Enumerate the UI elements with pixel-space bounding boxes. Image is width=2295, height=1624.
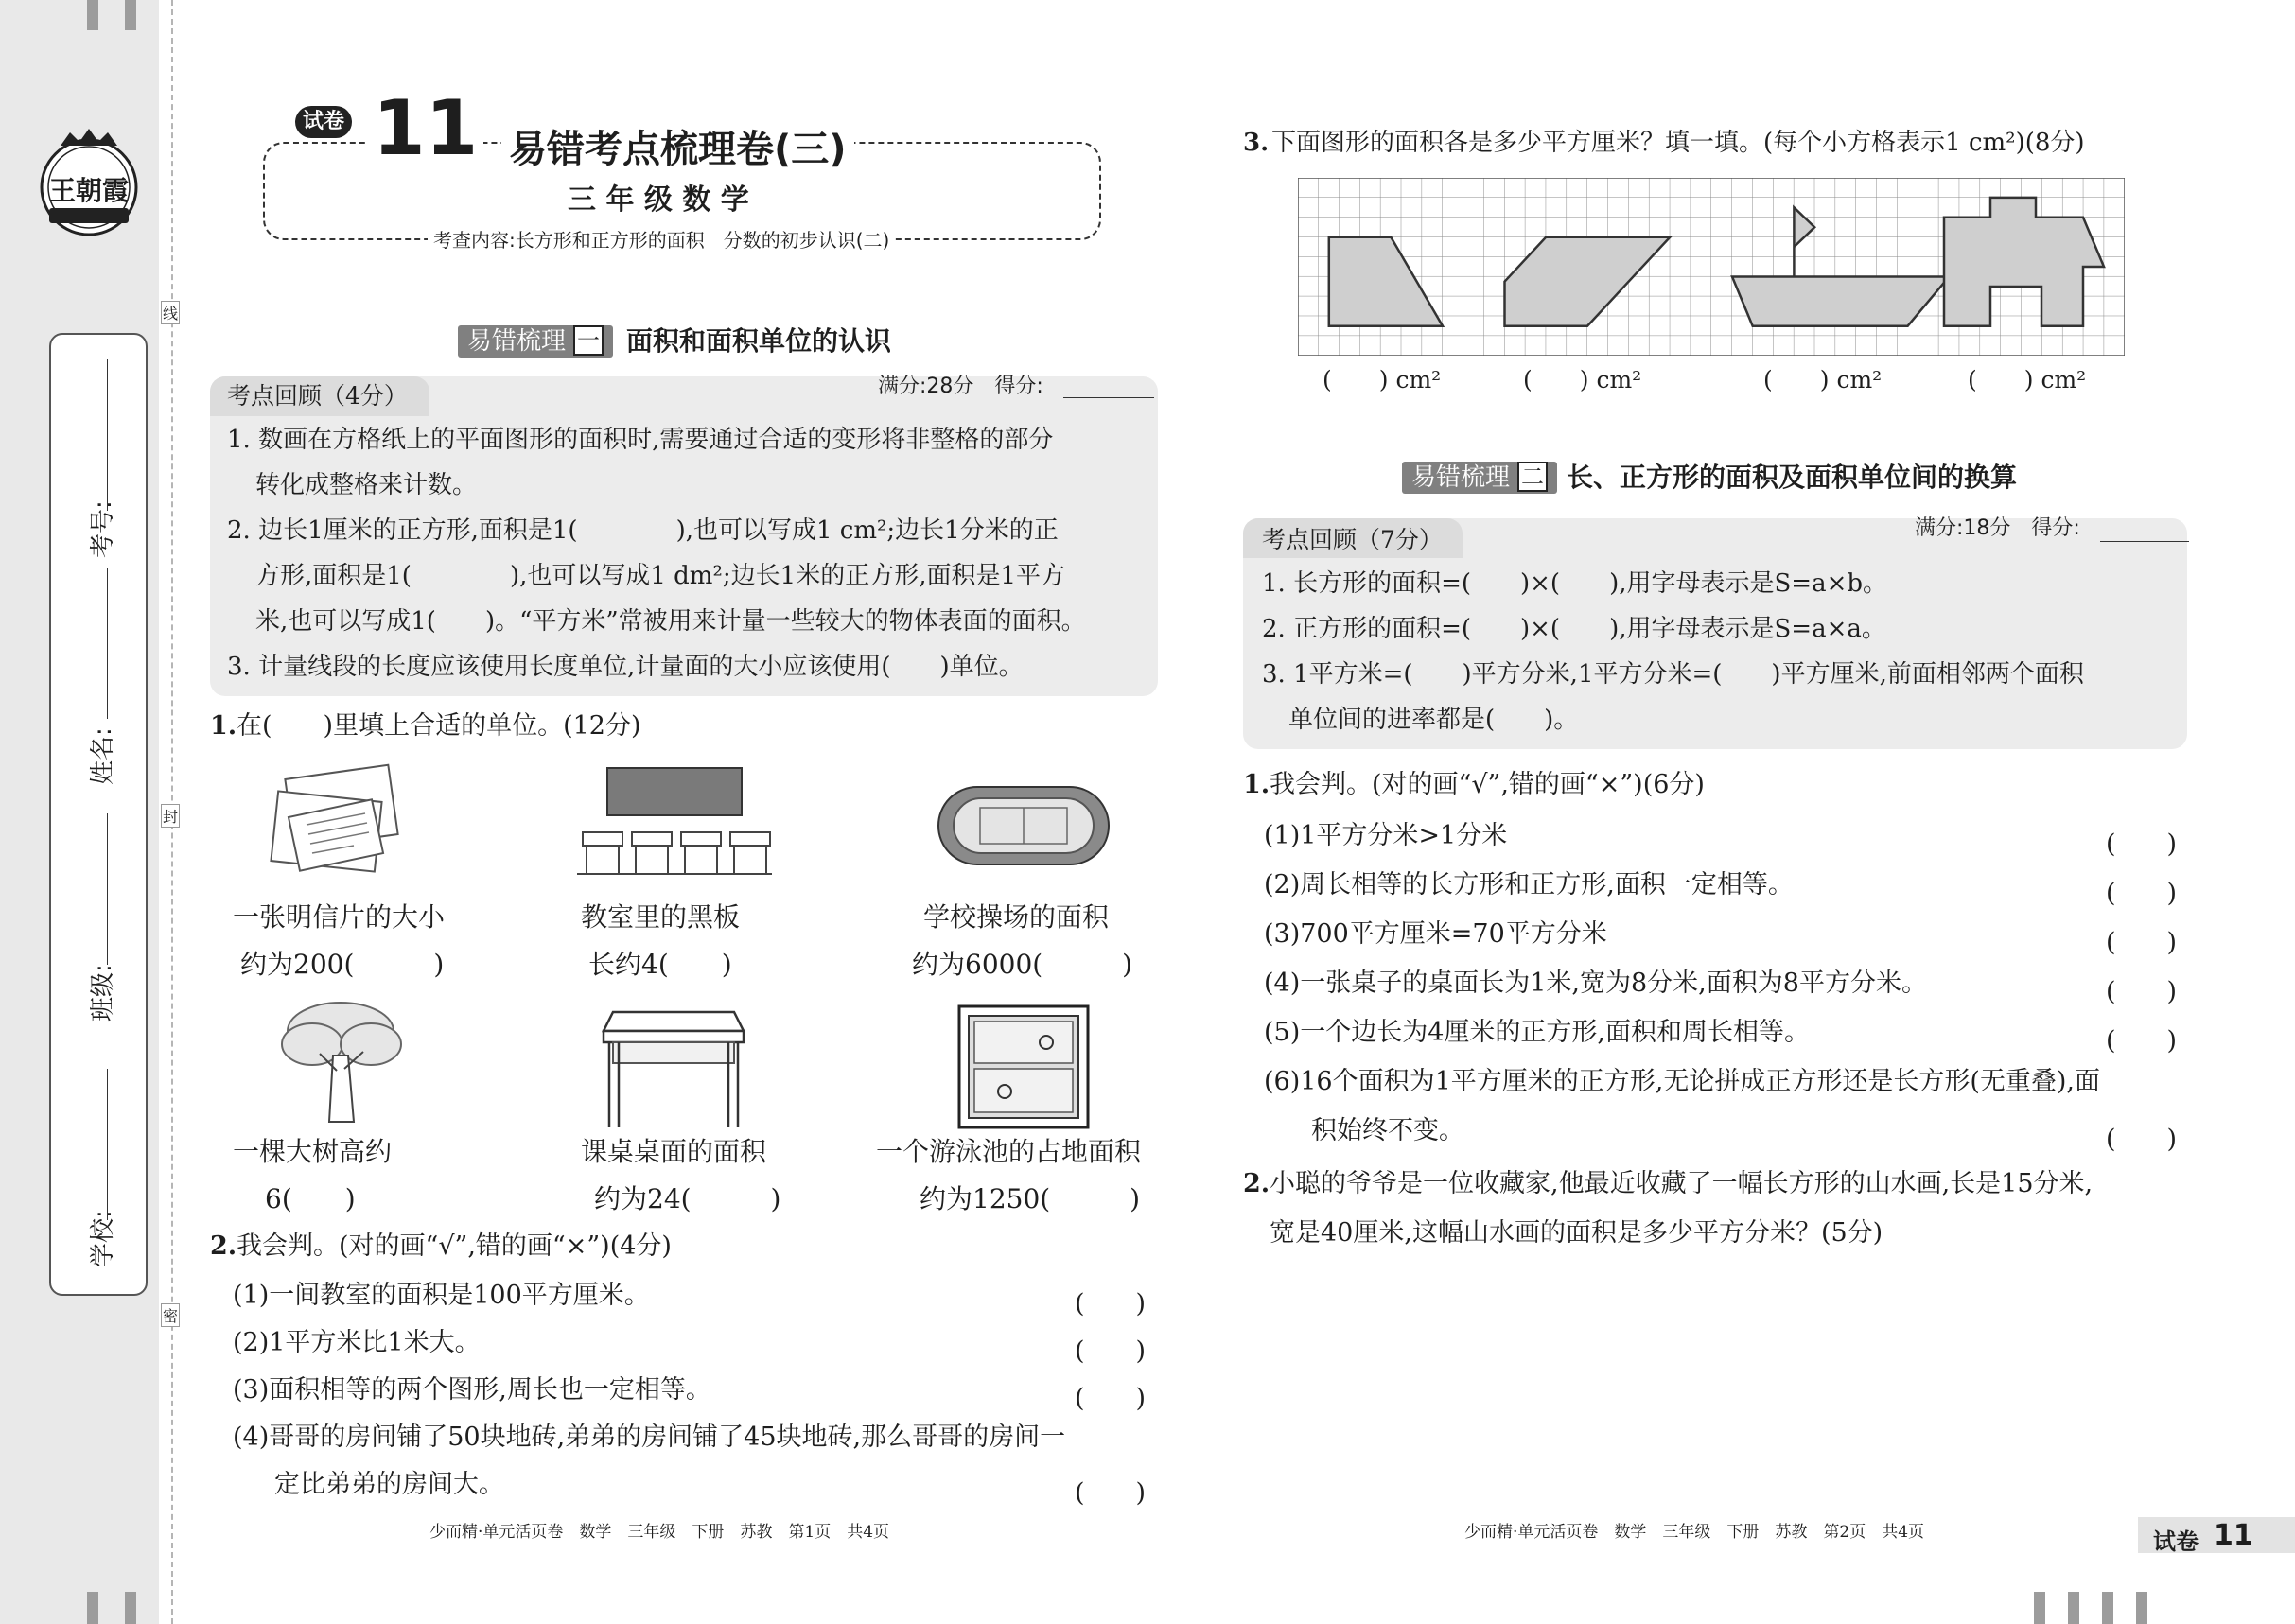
tick-mark xyxy=(87,1592,98,1624)
brand-logo xyxy=(32,125,146,246)
question-number: 2. xyxy=(210,1231,237,1261)
name-label: 姓名: xyxy=(89,727,117,785)
score-line: 满分:18分 得分: xyxy=(1915,516,2080,540)
desk-icon xyxy=(600,1003,747,1131)
tick-mark xyxy=(2068,1592,2079,1624)
question-number: 1. xyxy=(1243,770,1270,799)
page-title: 易错考点梳理卷(三) xyxy=(501,119,854,173)
review-line: 1. 数画在方格纸上的平面图形的面积时,需要通过合适的变形将非整格的部分 xyxy=(227,426,1054,454)
review-line: 单位间的进率都是( )。 xyxy=(1288,706,1579,734)
answer-paren[interactable]: ( ) xyxy=(1075,1478,1147,1508)
question-number: 1. xyxy=(210,711,237,741)
tick-mark xyxy=(2102,1592,2113,1624)
tick-mark xyxy=(87,0,98,30)
school-label: 学校: xyxy=(89,1210,117,1267)
item-caption: 一张明信片的大小 xyxy=(233,901,446,933)
review-line: 1. 长方形的面积=( )×( ),用字母表示是S=a×b。 xyxy=(1262,569,1888,598)
judge-item: (3)面积相等的两个图形,周长也一定相等。 xyxy=(233,1375,711,1405)
tick-mark xyxy=(2136,1592,2147,1624)
blackboard-icon xyxy=(575,764,774,882)
footer-right: 少而精·单元活页卷 数学 三年级 下册 苏教 第2页 共4页 xyxy=(1464,1523,1925,1542)
review-title: 考点回顾（4分） xyxy=(227,382,408,410)
answer-paren[interactable]: ( ) xyxy=(2106,829,2178,859)
review-line: 转化成整格来计数。 xyxy=(255,471,478,499)
judge-item: (2)1平方米比1米大。 xyxy=(233,1328,481,1357)
question-number: 3. xyxy=(1243,129,1270,157)
area-answer[interactable]: ( ) cm² xyxy=(1323,366,1442,393)
section-title: 长、正方形的面积及面积单位间的换算 xyxy=(1567,462,2018,493)
section-title: 面积和面积单位的认识 xyxy=(626,325,892,357)
item-caption: 一棵大树高约 xyxy=(233,1136,393,1167)
item-caption: 课桌桌面的面积 xyxy=(581,1136,767,1167)
score-input[interactable] xyxy=(1063,397,1154,398)
item-caption: 教室里的黑板 xyxy=(581,901,741,933)
tick-mark xyxy=(125,0,136,30)
exam-number-label: 考号: xyxy=(89,500,117,558)
review-line: 2. 边长1厘米的正方形,面积是1( ),也可以写成1 cm²;边长1分米的正 xyxy=(227,516,1059,545)
answer-paren[interactable]: ( ) xyxy=(1075,1289,1147,1318)
judge-item: 定比弟弟的房间大。 xyxy=(274,1470,504,1499)
review-line: 3. 计量线段的长度应该使用长度单位,计量面的大小应该使用( )单位。 xyxy=(227,653,1024,681)
review-title: 考点回顾（7分） xyxy=(1262,526,1443,553)
binding-mark: 密 xyxy=(161,1303,180,1327)
review-line: 2. 正方形的面积=( )×( ),用字母表示是S=a×a。 xyxy=(1262,615,1886,643)
item-caption: 约为6000( ) xyxy=(912,949,1133,980)
question-text: 我会判。(对的画“√”,错的画“×”)(4分) xyxy=(237,1231,672,1261)
answer-paren[interactable]: ( ) xyxy=(2106,1026,2178,1056)
section-badge: 易错梳理 二 xyxy=(1402,462,1557,494)
question-text: 我会判。(对的画“√”,错的画“×”)(6分) xyxy=(1270,770,1705,799)
tree-icon xyxy=(274,995,407,1127)
pool-icon xyxy=(955,1003,1092,1131)
question-text: 在( )里填上合适的单位。(12分) xyxy=(237,711,641,741)
judge-item: 积始终不变。 xyxy=(1311,1116,1464,1145)
score-input[interactable] xyxy=(2100,541,2189,542)
item-caption: 一个游泳池的占地面积 xyxy=(876,1136,1142,1167)
student-info-box xyxy=(49,333,148,1296)
judge-item: (3)700平方厘米=70平方分米 xyxy=(1264,919,1607,949)
binding-mark: 线 xyxy=(161,301,180,324)
answer-paren[interactable]: ( ) xyxy=(1075,1384,1147,1413)
school-field[interactable] xyxy=(107,1069,108,1220)
item-caption: 学校操场的面积 xyxy=(923,901,1110,933)
question-number: 2. xyxy=(1243,1169,1270,1198)
area-answer[interactable]: ( ) cm² xyxy=(1763,366,1883,393)
class-label: 班级: xyxy=(89,964,117,1022)
name-field[interactable] xyxy=(107,568,108,719)
playground-icon xyxy=(937,785,1111,866)
item-caption: 长约4( ) xyxy=(588,949,732,980)
area-answer[interactable]: ( ) cm² xyxy=(1523,366,1642,393)
item-caption: 约为200( ) xyxy=(240,949,445,980)
tick-mark xyxy=(125,1592,136,1624)
review-line: 米,也可以写成1( )。“平方米”常被用来计量一些较大的物体表面的面积。 xyxy=(255,607,1086,636)
paper-tag: 试卷 11 xyxy=(2138,1517,2295,1553)
item-caption: 6( ) xyxy=(265,1183,356,1214)
judge-item: (5)一个边长为4厘米的正方形,面积和周长相等。 xyxy=(1264,1018,1811,1047)
answer-paren[interactable]: ( ) xyxy=(2106,977,2178,1006)
postcard-icon xyxy=(261,762,412,885)
answer-paren[interactable]: ( ) xyxy=(2106,1125,2178,1154)
question-text: 下面图形的面积各是多少平方厘米？填一填。(每个小方格表示1 cm²)(8分) xyxy=(1271,129,2085,157)
exam-number-field[interactable] xyxy=(107,359,108,511)
judge-item: (4)一张桌子的桌面长为1米,宽为8分米,面积为8平方分米。 xyxy=(1264,969,1927,998)
tick-mark xyxy=(2034,1592,2045,1624)
class-field[interactable] xyxy=(107,813,108,965)
area-answer[interactable]: ( ) cm² xyxy=(1968,366,2087,393)
answer-paren[interactable]: ( ) xyxy=(2106,928,2178,957)
exam-scope: 考查内容:长方形和正方形的面积 分数的初步认识(二) xyxy=(428,225,895,253)
paper-number: 11 xyxy=(367,91,483,166)
question-text: 小聪的爷爷是一位收藏家,他最近收藏了一幅长方形的山水画,长是15分米, xyxy=(1270,1169,2094,1198)
item-caption: 约为1250( ) xyxy=(920,1183,1141,1214)
judge-item: (4)哥哥的房间铺了50块地砖,弟弟的房间铺了45块地砖,那么哥哥的房间一 xyxy=(233,1423,1066,1452)
score-line: 满分:28分 得分: xyxy=(878,375,1043,398)
section-badge: 易错梳理 一 xyxy=(458,325,613,358)
review-line: 方形,面积是1( ),也可以写成1 dm²;边长1米的正方形,面积是1平方 xyxy=(255,562,1065,590)
question-text: 宽是40厘米,这幅山水画的面积是多少平方分米？(5分) xyxy=(1270,1218,1883,1248)
judge-item: (1)一间教室的面积是100平方厘米。 xyxy=(233,1281,650,1310)
binding-mark: 封 xyxy=(161,804,180,828)
answer-paren[interactable]: ( ) xyxy=(1075,1336,1147,1366)
judge-item: (1)1平方分米>1分米 xyxy=(1264,821,1508,850)
logo-text: 王朝霞 xyxy=(48,175,129,206)
judge-item: (2)周长相等的长方形和正方形,面积一定相等。 xyxy=(1264,870,1794,899)
subject-subtitle: 三 年 级 数 学 xyxy=(568,183,749,217)
paper-badge: 试卷 xyxy=(295,106,352,138)
answer-paren[interactable]: ( ) xyxy=(2106,879,2178,908)
item-caption: 约为24( ) xyxy=(594,1183,781,1214)
judge-item: (6)16个面积为1平方厘米的正方形,无论拼成正方形还是长方形(无重叠),面 xyxy=(1264,1067,2101,1096)
review-line: 3. 1平方米=( )平方分米,1平方分米=( )平方厘米,前面相邻两个面积 xyxy=(1262,660,2084,689)
square-grid xyxy=(1298,178,2125,356)
footer-left: 少而精·单元活页卷 数学 三年级 下册 苏教 第1页 共4页 xyxy=(429,1523,890,1542)
